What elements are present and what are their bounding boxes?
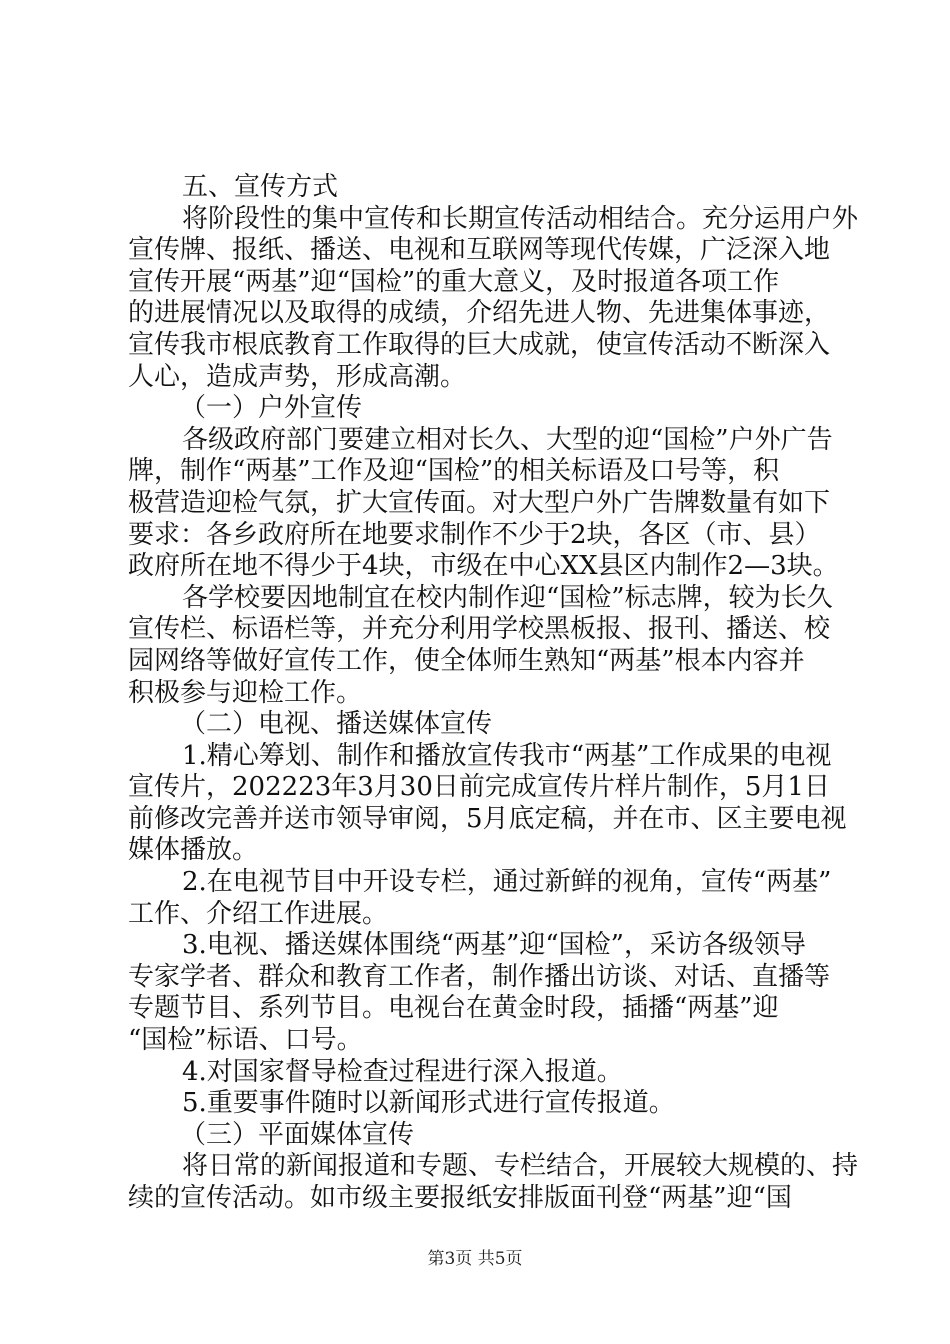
paragraph-line: 牌，制作“两基”工作及迎“国检”的相关标语及口号等，积: [128, 456, 780, 487]
paragraph-line: 各学校要因地制宜在校内制作迎“国检”标志牌，较为长久: [182, 582, 833, 613]
paragraph-line: 2.在电视节目中开设专栏，通过新鲜的视角，宣传“两基”: [182, 867, 832, 898]
paragraph-line: 政府所在地不得少于4块，市级在中心XX县区内制作2—3块。: [128, 551, 839, 582]
paragraph-line: 宣传牌、报纸、播送、电视和互联网等现代传媒，广泛深入地: [128, 235, 831, 266]
paragraph-line: 宣传我市根底教育工作取得的巨大成就，使宣传活动不断深入: [128, 329, 831, 360]
paragraph-line: 积极参与迎检工作。: [128, 677, 363, 708]
paragraph-line: 3.电视、播送媒体围绕“两基”迎“国检”，采访各级领导: [182, 930, 806, 961]
paragraph-line: 将阶段性的集中宣传和长期宣传活动相结合。充分运用户外: [182, 203, 859, 234]
paragraph-line: 1.精心筹划、制作和播放宣传我市“两基”工作成果的电视: [182, 740, 832, 771]
paragraph-line: 专家学者、群众和教育工作者，制作播出访谈、对话、直播等: [128, 961, 831, 992]
paragraph-line: 各级政府部门要建立相对长久、大型的迎“国检”户外广告: [182, 424, 833, 455]
paragraph-line: 将日常的新闻报道和专题、专栏结合，开展较大规模的、持: [182, 1151, 859, 1182]
paragraph-line: 极营造迎检气氛，扩大宣传面。对大型户外广告牌数量有如下: [128, 487, 831, 518]
paragraph-line: 前修改完善并送市领导审阅，5月底定稿，并在市、区主要电视: [128, 803, 847, 834]
document-body: [128, 172, 859, 1215]
paragraph-line: 园网络等做好宣传工作，使全体师生熟知“两基”根本内容并: [128, 645, 805, 676]
paragraph-line: 的进展情况以及取得的成绩，介绍先进人物、先进集体事迹，: [128, 298, 831, 329]
paragraph-line: 4.对国家督导检查过程进行深入报道。: [182, 1056, 623, 1087]
subsection-heading: （二）电视、播送媒体宣传: [180, 709, 493, 740]
paragraph-line: 工作、介绍工作进展。: [128, 898, 389, 929]
subsection-heading: （三）平面媒体宣传: [180, 1119, 415, 1150]
subsection-heading: （一）户外宣传: [180, 393, 363, 424]
paragraph-line: 专题节目、系列节目。电视台在黄金时段，插播“两基”迎: [128, 993, 779, 1024]
paragraph-line: 媒体播放。: [128, 835, 259, 866]
paragraph-line: 宣传片，202223年3月30日前完成宣传片样片制作，5月1日: [128, 772, 830, 803]
paragraph-line: 续的宣传活动。如市级主要报纸安排版面刊登“两基”迎“国: [128, 1183, 792, 1213]
paragraph-line: “国检”标语、口号。: [128, 1025, 363, 1056]
paragraph-line: 5.重要事件随时以新闻形式进行宣传报道。: [182, 1088, 675, 1119]
paragraph-line: 宣传栏、标语栏等，并充分利用学校黑板报、报刊、播送、校: [128, 614, 831, 645]
paragraph-line: 要求：各乡政府所在地要求制作不少于2块，各区（市、县）: [128, 519, 821, 550]
section-heading: 五、宣传方式: [182, 172, 339, 202]
page-footer: 第3页 共5页: [427, 1249, 523, 1269]
paragraph-line: 人心，造成声势，形成高潮。: [128, 361, 467, 392]
paragraph-line: 宣传开展“两基”迎“国检”的重大意义，及时报道各项工作: [128, 266, 780, 297]
